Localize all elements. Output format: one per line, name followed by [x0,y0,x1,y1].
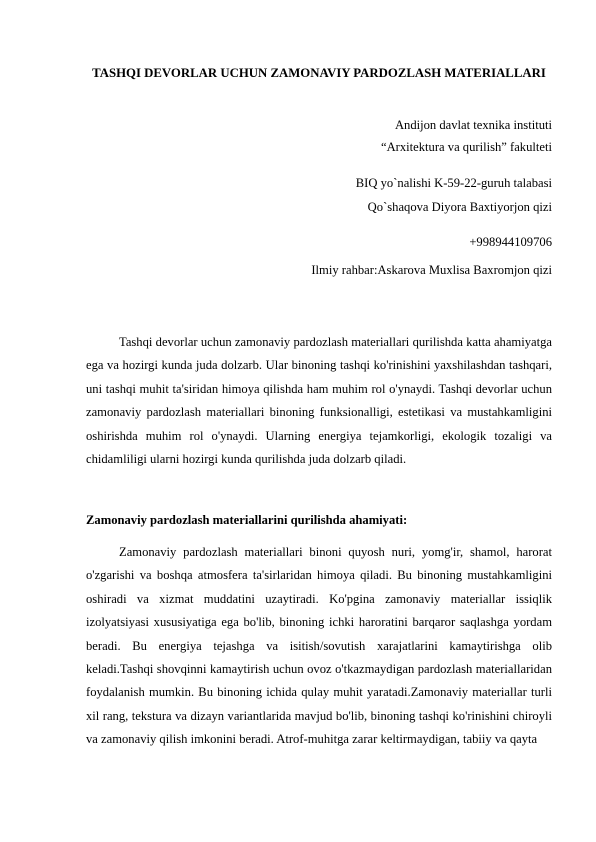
author-name: Qo`shaqova Diyora Baxtiyorjon qizi [367,200,552,214]
section-heading: Zamonaviy pardozlash materiallarini qurilishda ahamiyati: [86,513,408,527]
document-title: TASHQI DEVORLAR UCHUN ZAMONAVIY PARDOZLASH MATERIALLARI [92,66,546,80]
author-group: BIQ yo`nalishi K-59-22-guruh talabasi [355,176,552,190]
scientific-supervisor: Ilmiy rahbar:Askarova Muxlisa Baxromjon qizi [311,263,552,277]
intro-paragraph: Tashqi devorlar uchun zamonaviy pardozlash materiallari qurilishda katta ahamiyatga ega va hozirgi kunda juda dolzarb. Ular binoning tashqi ko'rinishini yaxshilashdan tashqari, uni tashqi muhit ta'siridan himoya qilishda ham muhim rol o'ynaydi. Tashqi devorlar uchun zamonaviy pardozlash materiallari binoning funksionalligi, estetikasi va mustahkamligini oshirishda muhim rol o'ynaydi. Ularning energiya tejamkorligi, ekologik tozaligi va chidamliligi ularni hozirgi kunda qurilishda juda dolzarb qiladi. [86,335,552,467]
author-institute: Andijon davlat texnika instituti [394,118,552,132]
section-paragraph: Zamonaviy pardozlash materiallari binoni quyosh nuri, yomg'ir, shamol, harorat o'zgarishi va boshqa atmosfera ta'sirlaridan himoya qiladi. Bu binoning mustahkamligini oshiradi va xizmat muddatini uzaytiradi. Ko'pgina zamonaviy materiallar issiqlik izolyatsiyasi xususiyatiga ega bo'lib, binoning ichki haroratini barqaror saqlashga yordam beradi. Bu energiya tejashga va isitish/sovutish xarajatlarini kamaytirishga olib keladi.Tashqi shovqinni kamaytirish uchun ovoz o'tkazmaydigan pardozlash materiallaridan foydalanish mumkin. Bu binoning ichida qulay muhit yaratadi.Zamonaviy materiallar turli xil rang, tekstura va dizayn variantlarida mavjud bo'lib, binoning tashqi ko'rinishini chiroyli va zamonaviy qilish imkonini beradi. Atrof-muhitga zarar keltirmaydigan, tabiiy va qayta [86,545,552,747]
author-faculty: “Arxitektura va qurilish” fakulteti [380,140,552,154]
author-phone: +998944109706 [469,235,552,249]
